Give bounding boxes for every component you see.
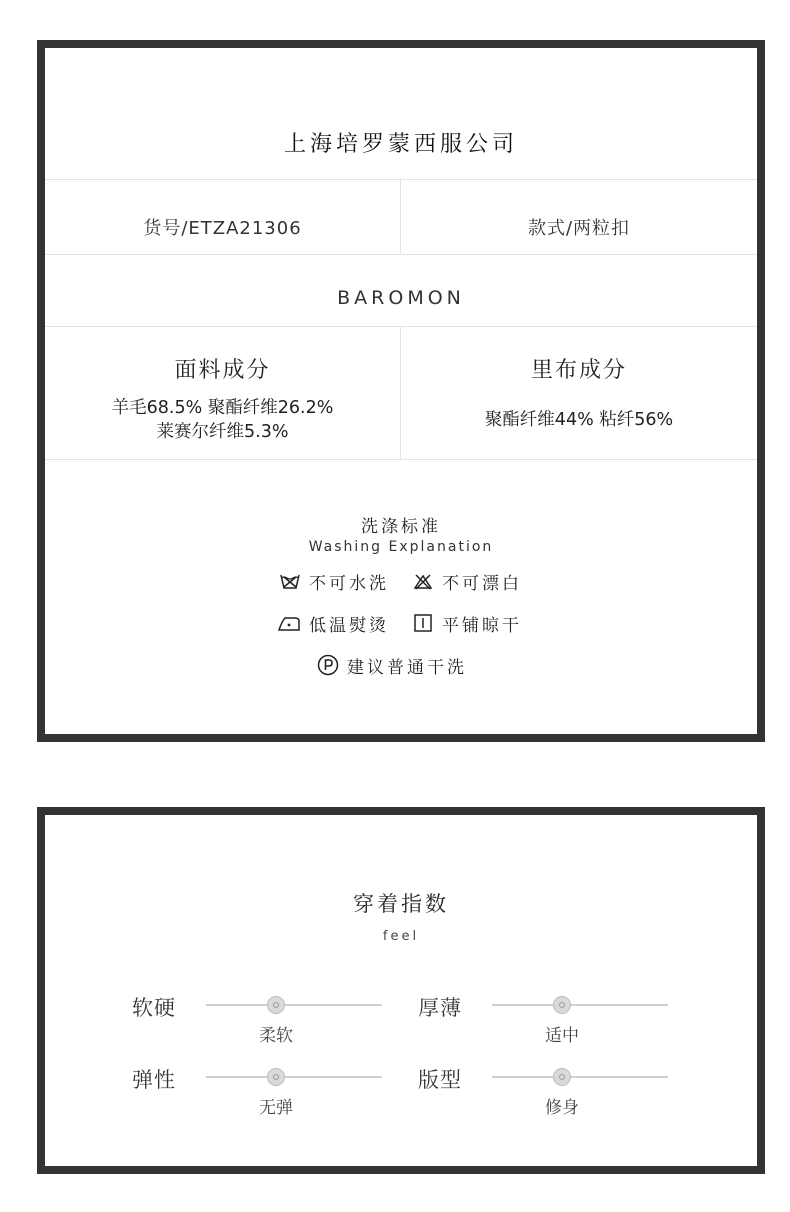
product-tag-card [37,40,765,742]
washing-subtitle: Washing Explanation [308,539,494,555]
fabric-composition [45,396,400,444]
attr-name-thickness: 厚薄 [418,996,462,1020]
attr-name-fit: 版型 [418,1068,462,1092]
feel-card [37,807,765,1174]
feel-subtitle: feel [382,929,420,944]
dry-clean-p-icon [317,654,339,676]
care-item [412,569,522,593]
care-item [277,611,389,635]
divider [400,326,401,459]
style-info: 款式/两粒扣 [527,218,631,239]
care-label: 建议普通干洗 [347,657,467,678]
attr-value-thickness: 适中 [545,1026,579,1046]
lining-title: 里布成分 [530,358,627,383]
no-water-wash-icon [279,570,301,592]
care-label: 低温熨烫 [309,615,389,636]
brand-name: BAROMON [337,287,465,309]
low-temp-iron-icon [277,612,301,634]
attr-track [492,1004,668,1006]
care-label: 不可水洗 [309,573,389,594]
attr-value-softness: 柔软 [259,1026,293,1046]
attr-track [206,1004,382,1006]
attr-track [206,1076,382,1078]
attr-name-elasticity: 弹性 [132,1068,176,1092]
attr-value-elasticity: 无弹 [259,1098,293,1118]
lining-composition: 聚酯纤维44% 粘纤56% [484,410,674,430]
company-name: 上海培罗蒙西服公司 [283,132,518,157]
attr-value-fit: 修身 [545,1098,579,1118]
care-item [412,611,522,635]
attr-knob [553,996,571,1014]
attr-knob [267,996,285,1014]
fabric-title: 面料成分 [174,358,271,383]
divider [45,179,757,180]
divider [45,459,757,460]
no-bleach-icon [412,570,434,592]
divider [45,254,757,255]
divider [45,326,757,327]
attr-knob [553,1068,571,1086]
feel-title: 穿着指数 [353,892,449,916]
item-number: 货号/ETZA21306 [143,218,302,239]
attr-track [492,1076,668,1078]
washing-title: 洗涤标准 [361,517,441,537]
fabric-line-1: 羊毛68.5% 聚酯纤维26.2% [111,398,334,418]
care-item [279,569,389,593]
care-label: 不可漂白 [442,573,522,594]
attr-name-softness: 软硬 [132,996,176,1020]
care-label: 平铺晾干 [442,615,522,636]
attr-knob [267,1068,285,1086]
care-item [317,653,467,677]
fabric-line-2: 莱赛尔纤维5.3% [156,422,289,442]
flat-dry-icon [412,612,434,634]
